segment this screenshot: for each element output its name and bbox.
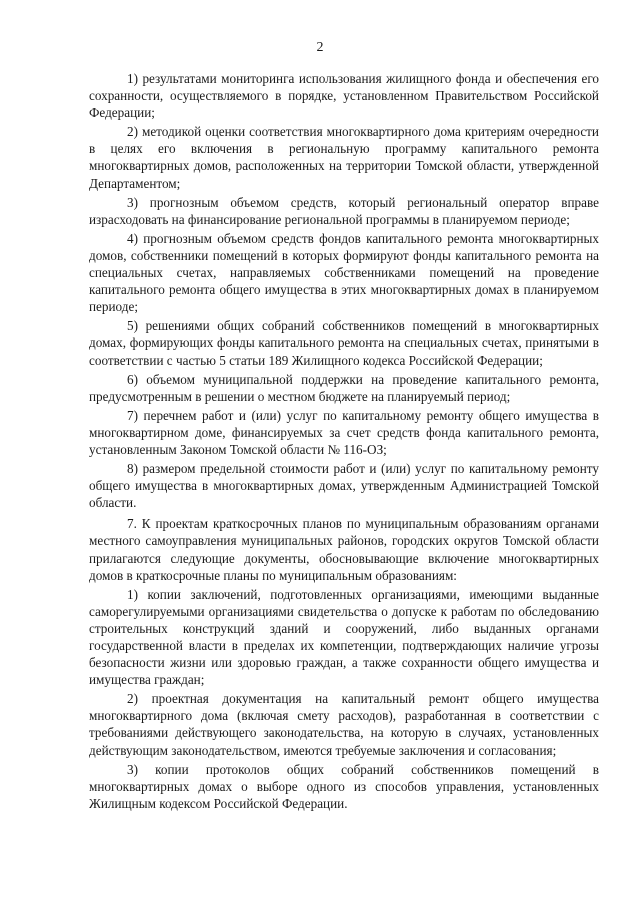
- paragraph-doc-1: 1) копии заключений, подготовленных организациями, имеющими выданные саморегулируемыми организациями свидетельства о допуске к работам по обследованию строительных конструкций зданий и сооружений, либо выданных органами государственной власти в пределах их компетенции, подтверждающих наличие угрозы безопасности жизни или здоровью граждан, а также сохранности общего имущества и имущества граждан;: [89, 586, 599, 688]
- page-number: 2: [316, 40, 324, 55]
- paragraph-doc-2: 2) проектная документация на капитальный ремонт общего имущества многоквартирного дома (включая смету расходов), разработанная в соответствии с требованиями действующего законодательства, на которую в случаях, установленных действующим законодательством, имеются требуемые заключения и согласования;: [89, 691, 599, 758]
- paragraph-item-8: 8) размером предельной стоимости работ и (или) услуг по капитальному ремонту общего имущества в многоквартирных домах, утвержденным Администрацией Томской области.: [89, 461, 599, 511]
- paragraph-item-7: 7) перечнем работ и (или) услуг по капитальному ремонту общего имущества в многоквартирном доме, финансируемых за счет средств фонда капитального ремонта, установленным Законом Томской области № 116-ОЗ;: [89, 407, 599, 457]
- document-body: [89, 70, 599, 814]
- paragraph-item-4: 4) прогнозным объемом средств фондов капитального ремонта многоквартирных домов, собственники помещений в которых формируют фонды капитального ремонта на специальных счетах, направляемых собственниками помещений на проведение капитального ремонта общего имущества в этих многоквартирных домах в планируемом периоде;: [89, 230, 599, 315]
- paragraph-doc-3: 3) копии протоколов общих собраний собственников помещений в многоквартирных домах о выборе одного из способов управления, установленных Жилищным кодексом Российской Федерации.: [89, 761, 599, 811]
- paragraph-item-5: 5) решениями общих собраний собственников помещений в многоквартирных домах, формирующих фонды капитального ремонта на специальных счетах, принятыми в соответствии с частью 5 статьи 189 Жилищного кодекса Российской Федерации;: [89, 318, 599, 368]
- paragraph-item-3: 3) прогнозным объемом средств, который региональный оператор вправе израсходовать на финансирование региональной программы в планируемом периоде;: [89, 194, 599, 227]
- paragraph-section-7: 7. К проектам краткосрочных планов по муниципальным образованиям органами местного самоуправления муниципальных районов, городских округов Томской области прилагаются следующие документы, обосновывающие включение многоквартирных домов в краткосрочные планы по муниципальным образованиям:: [89, 516, 599, 583]
- paragraph-item-6: 6) объемом муниципальной поддержки на проведение капитального ремонта, предусмотренным в решении о местном бюджете на планируемый период;: [89, 371, 599, 404]
- paragraph-item-2: 2) методикой оценки соответствия многоквартирного дома критериям очередности в целях его включения в региональную программу капитального ремонта многоквартирных домов, расположенных на территории Томской области, утвержденной Департаментом;: [89, 124, 599, 191]
- paragraph-item-1: 1) результатами мониторинга использования жилищного фонда и обеспечения его сохранности, осуществляемого в порядке, установленном Правительством Российской Федерации;: [89, 71, 599, 121]
